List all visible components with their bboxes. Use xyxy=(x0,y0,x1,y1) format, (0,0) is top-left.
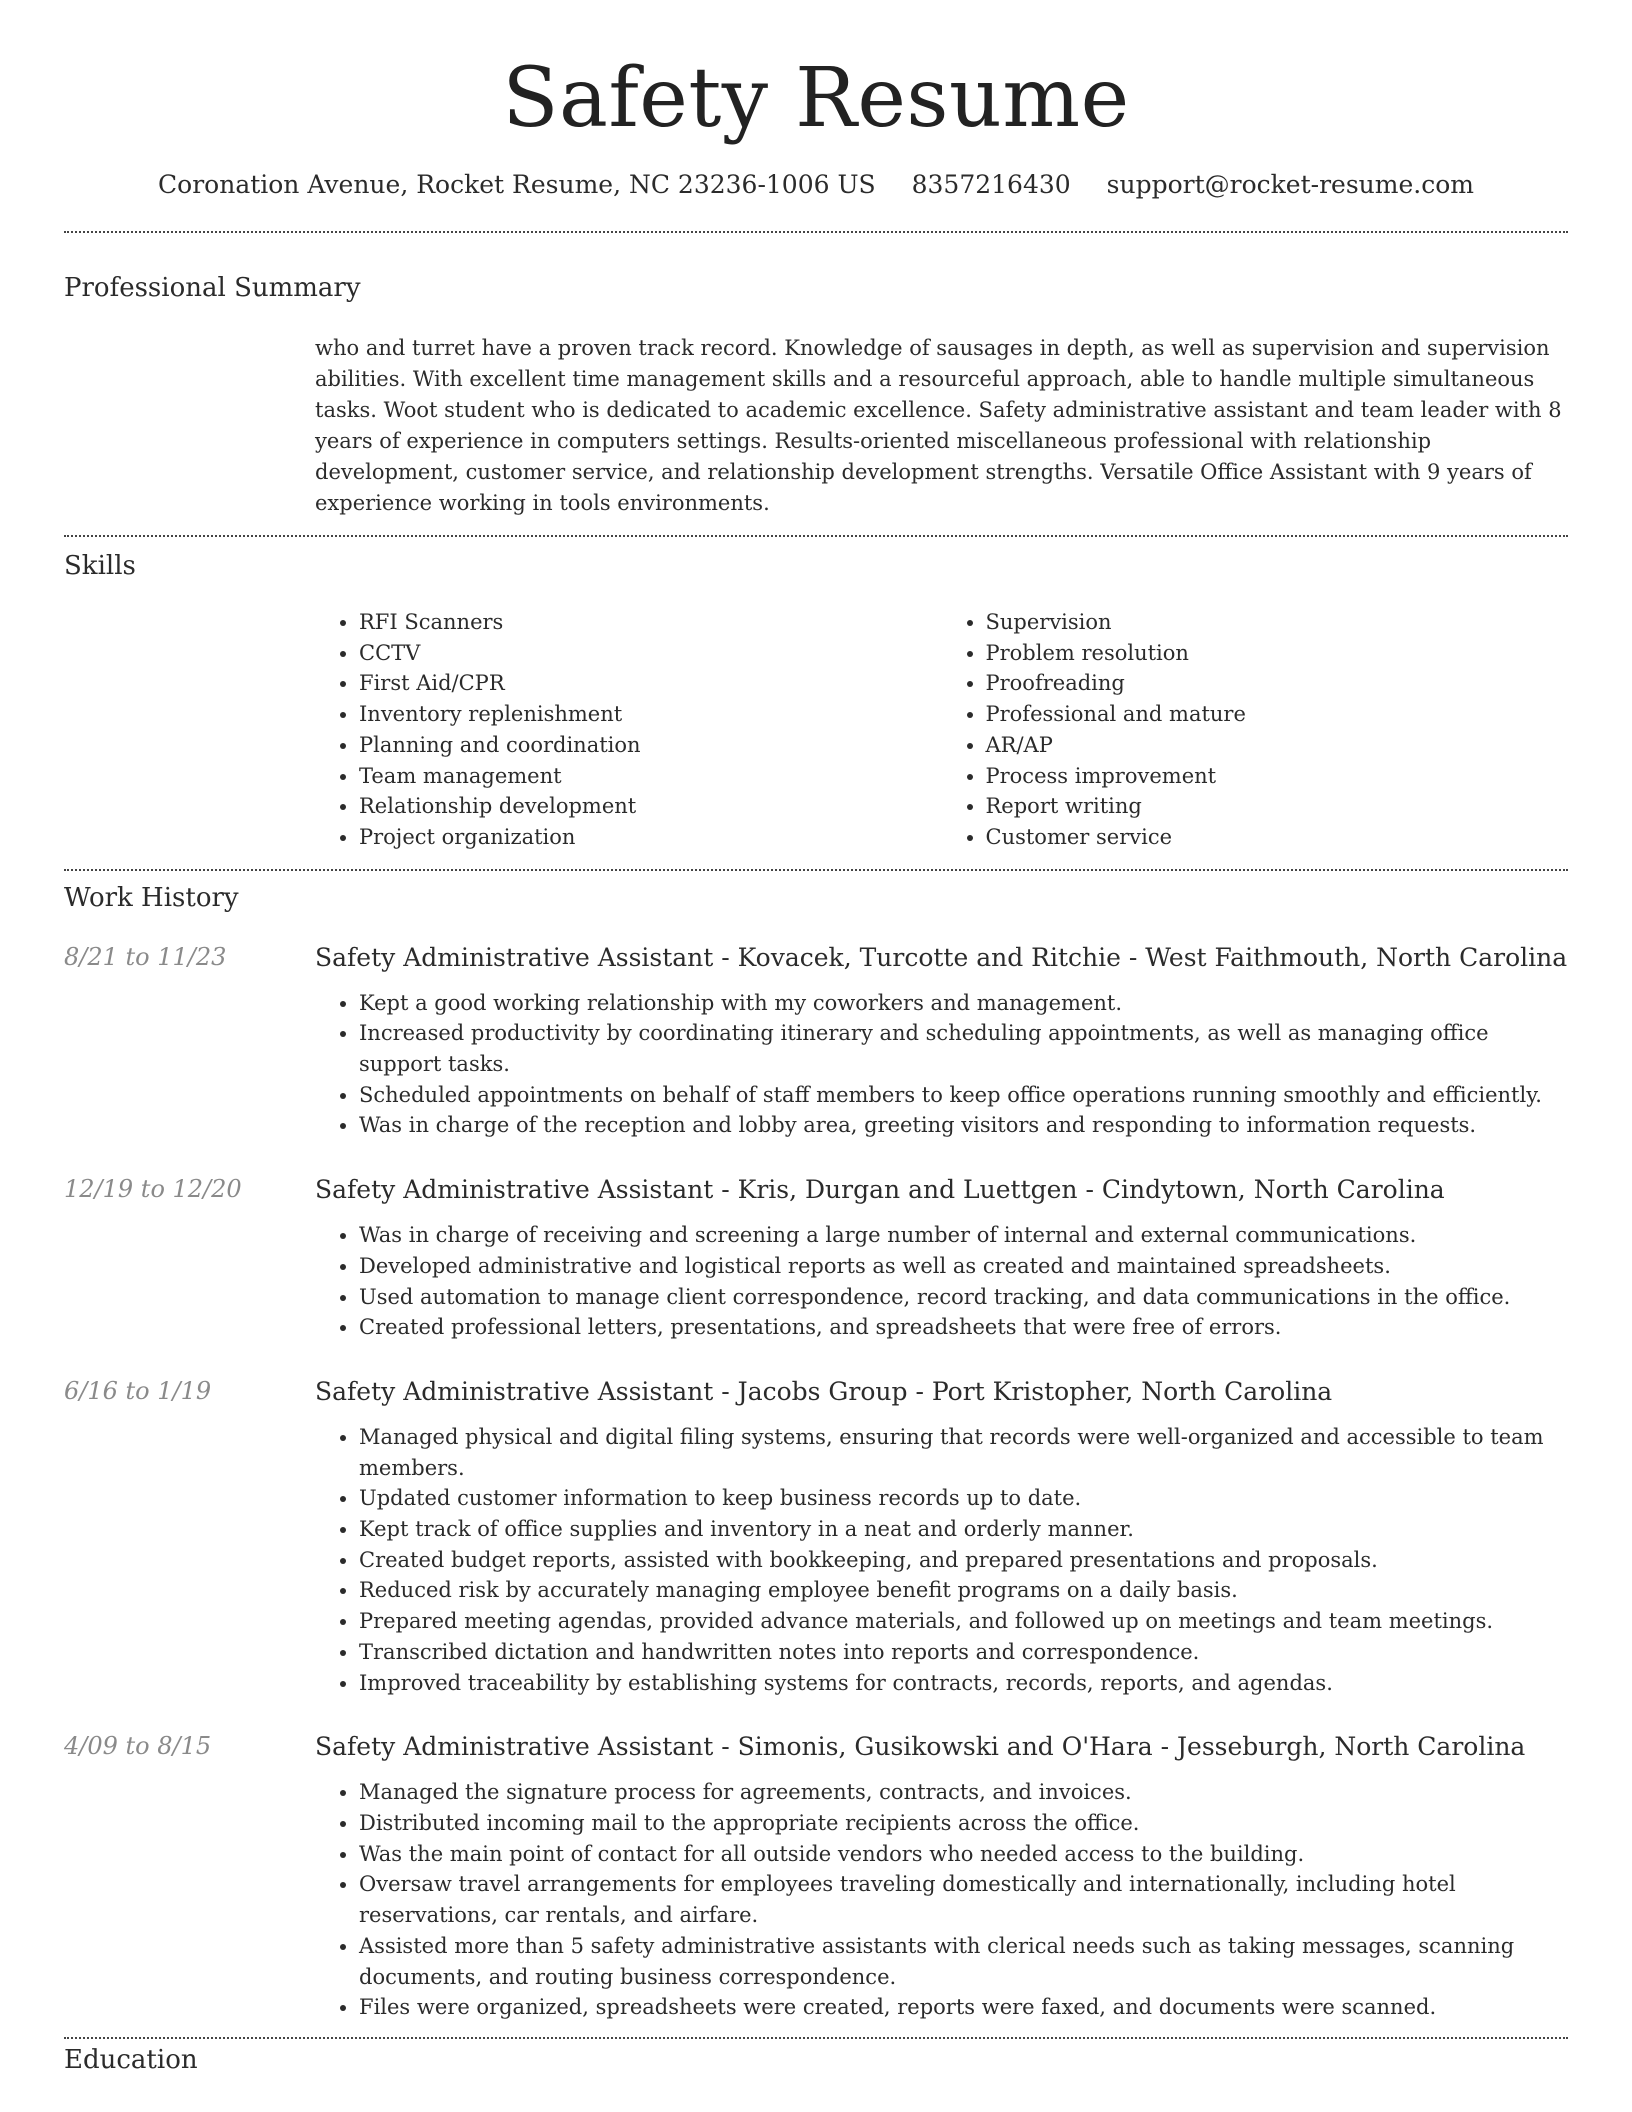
job-body xyxy=(315,943,1568,1142)
job-entry xyxy=(64,943,1568,1142)
job-title: Safety Administrative Assistant - Kovacek, Turcotte and Ritchie - West Faithmouth, North Carolina xyxy=(315,942,1568,972)
job-bullet: • Developed administrative and logistical reports as well as created and maintained spreadsheets. xyxy=(359,1251,1568,1282)
job-bullet: • Scheduled appointments on behalf of staff members to keep office operations running smoothly and efficiently. xyxy=(359,1080,1568,1111)
job-bullet: • Created budget reports, assisted with bookkeeping, and prepared presentations and proposals. xyxy=(359,1545,1568,1576)
section-title-skills: Skills xyxy=(64,551,136,581)
job-entry xyxy=(64,1732,1568,2023)
skills-grid xyxy=(315,607,1568,869)
job-bullet: • Kept a good working relationship with my coworkers and management. xyxy=(359,988,1568,1019)
job-dates: 6/16 to 1/19 xyxy=(64,1376,212,1405)
job-dates: 4/09 to 8/15 xyxy=(64,1732,212,1761)
skill-item: • Process improvement xyxy=(986,761,1569,792)
skill-item: • Team management xyxy=(359,761,942,792)
skill-item: • AR/AP xyxy=(986,730,1569,761)
skill-item: • Project organization xyxy=(359,822,942,853)
skills-list-left xyxy=(315,607,942,853)
job-bullet: • Used automation to manage client correspondence, record tracking, and data communications in the office. xyxy=(359,1282,1568,1313)
job-title: Safety Administrative Assistant - Jacobs Group - Port Kristopher, North Carolina xyxy=(315,1376,1333,1406)
job-bullet: • Managed the signature process for agreements, contracts, and invoices. xyxy=(359,1777,1568,1808)
job-bullets xyxy=(315,1777,1568,2023)
job-bullet: • Was in charge of the reception and lobby area, greeting visitors and responding to information requests. xyxy=(359,1110,1568,1141)
job-dates: 12/19 to 12/20 xyxy=(64,1175,242,1204)
professional-summary-section xyxy=(64,233,1568,535)
contact-phone: 8357216430 xyxy=(911,170,1071,199)
skill-item: • Problem resolution xyxy=(986,638,1569,669)
contact-line xyxy=(64,170,1568,199)
skills-section xyxy=(64,537,1568,869)
section-title-summary: Professional Summary xyxy=(64,273,361,303)
job-body xyxy=(315,1175,1568,1343)
skill-item: • Proofreading xyxy=(986,668,1569,699)
job-bullets xyxy=(315,1220,1568,1343)
section-title-work: Work History xyxy=(64,882,239,913)
resume-name: Safety Resume xyxy=(502,51,1130,146)
skill-item: • CCTV xyxy=(359,638,942,669)
divider xyxy=(64,2037,1568,2039)
job-bullet: • Prepared meeting agendas, provided advance materials, and followed up on meetings and team meetings. xyxy=(359,1606,1568,1637)
skill-item: • Professional and mature xyxy=(986,699,1569,730)
job-bullets xyxy=(315,988,1568,1142)
job-bullet: • Transcribed dictation and handwritten notes into reports and correspondence. xyxy=(359,1637,1568,1668)
job-bullet: • Oversaw travel arrangements for employees traveling domestically and internationally, including hotel reservations, car rentals, and airfare. xyxy=(359,1869,1568,1930)
skill-item: • Report writing xyxy=(986,791,1569,822)
job-title: Safety Administrative Assistant - Kris, Durgan and Luettgen - Cindytown, North Carolina xyxy=(315,1175,1445,1205)
job-title: Safety Administrative Assistant - Simonis, Gusikowski and O'Hara - Jesseburgh, North Carolina xyxy=(315,1732,1526,1762)
skills-list-right xyxy=(942,607,1569,853)
job-body xyxy=(315,1377,1568,1698)
skill-item: • Customer service xyxy=(986,822,1569,853)
job-bullet: • Assisted more than 5 safety administrative assistants with clerical needs such as taking messages, scanning documents, and routing business correspondence. xyxy=(359,1931,1568,1992)
work-history-section xyxy=(64,871,1568,2023)
skill-item: • Planning and coordination xyxy=(359,730,942,761)
skill-item: • Relationship development xyxy=(359,791,942,822)
job-bullet: • Files were organized, spreadsheets were created, reports were faxed, and documents were scanned. xyxy=(359,1992,1568,2023)
job-bullet: • Was the main point of contact for all outside vendors who needed access to the building. xyxy=(359,1839,1568,1870)
job-bullet: • Increased productivity by coordinating itinerary and scheduling appointments, as well as managing office support tasks. xyxy=(359,1018,1568,1079)
job-body xyxy=(315,1732,1568,2023)
summary-text: who and turret have a proven track record. Knowledge of sausages in depth, as well as supervision and supervision abilities. With excellent time management skills and a resourceful approach, able to handle multiple simultaneous tasks. Woot student who is dedicated to academic excellence. Safety administrative assistant and team leader with 8 years of experience in computers settings. Results-oriented miscellaneous professional with relationship development, customer service, and relationship development strengths. Versatile Office Assistant with 9 years of experience working in tools environments. xyxy=(315,336,1562,515)
job-bullet: • Updated customer information to keep business records up to date. xyxy=(359,1483,1568,1514)
job-bullets xyxy=(315,1422,1568,1698)
job-bullet: • Created professional letters, presentations, and spreadsheets that were free of errors. xyxy=(359,1312,1568,1343)
skill-item: • RFI Scanners xyxy=(359,607,942,638)
job-bullet: • Improved traceability by establishing systems for contracts, records, reports, and agendas. xyxy=(359,1668,1568,1699)
job-dates: 8/21 to 11/23 xyxy=(64,942,227,971)
contact-email: support@rocket-resume.com xyxy=(1106,170,1474,199)
job-bullet: • Managed physical and digital filing systems, ensuring that records were well-organized and accessible to team members. xyxy=(359,1422,1568,1483)
job-bullet: • Reduced risk by accurately managing employee benefit programs on a daily basis. xyxy=(359,1575,1568,1606)
skill-item: • First Aid/CPR xyxy=(359,668,942,699)
skill-item: • Inventory replenishment xyxy=(359,699,942,730)
contact-address: Coronation Avenue, Rocket Resume, NC 23236-1006 US xyxy=(158,170,876,199)
job-entry xyxy=(64,1175,1568,1343)
job-bullet: • Distributed incoming mail to the appropriate recipients across the office. xyxy=(359,1808,1568,1839)
job-bullet: • Kept track of office supplies and inventory in a neat and orderly manner. xyxy=(359,1514,1568,1545)
job-bullet: • Was in charge of receiving and screening a large number of internal and external communications. xyxy=(359,1220,1568,1251)
skill-item: • Supervision xyxy=(986,607,1569,638)
job-entry xyxy=(64,1377,1568,1698)
section-title-education: Education xyxy=(64,2044,198,2075)
